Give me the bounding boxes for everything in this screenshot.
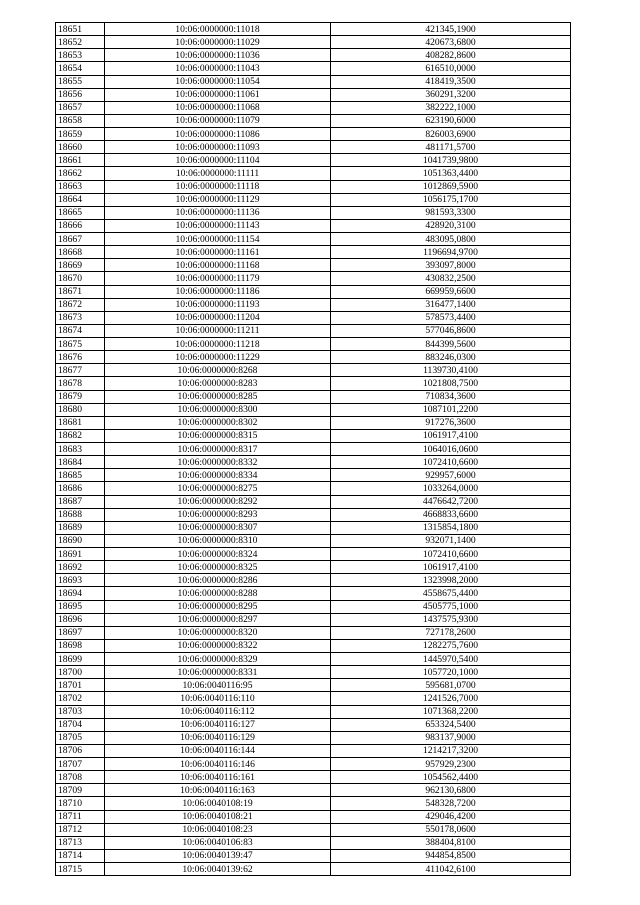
cadastral-value-cell: 1041739,9800 [331,154,571,167]
table-row [56,626,571,639]
row-number-cell: 18680 [56,403,105,416]
table-row [56,219,571,232]
cadastral-value-cell: 4668833,6600 [331,508,571,521]
cadastral-value-cell: 826003,6900 [331,128,571,141]
row-number-cell: 18659 [56,128,105,141]
row-number-cell: 18714 [56,849,105,862]
row-number-cell: 18699 [56,653,105,666]
row-number-cell: 18654 [56,62,105,75]
cadastral-number-cell: 10:06:0000000:11136 [105,206,331,219]
table-body [56,23,571,876]
table-row [56,561,571,574]
table-row [56,180,571,193]
row-number-cell: 18712 [56,823,105,836]
table-row [56,823,571,836]
cadastral-value-cell: 1196694,9700 [331,246,571,259]
cadastral-value-cell: 1139730,4100 [331,364,571,377]
row-number-cell: 18710 [56,797,105,810]
cadastral-value-cell: 595681,0700 [331,679,571,692]
cadastral-number-cell: 10:06:0000000:11061 [105,88,331,101]
cadastral-value-cell: 1054562,4400 [331,771,571,784]
table-row [56,62,571,75]
cadastral-number-cell: 10:06:0000000:8307 [105,521,331,534]
table-row [56,600,571,613]
cadastral-value-cell: 481171,5700 [331,141,571,154]
cadastral-number-cell: 10:06:0000000:8331 [105,666,331,679]
cadastral-number-cell: 10:06:0000000:11211 [105,324,331,337]
cadastral-number-cell: 10:06:0000000:8268 [105,364,331,377]
table-row [56,863,571,876]
row-number-cell: 18703 [56,705,105,718]
cadastral-value-cell: 429046,4200 [331,810,571,823]
cadastral-number-cell: 10:06:0040116:127 [105,718,331,731]
cadastral-number-cell: 10:06:0000000:11179 [105,272,331,285]
table-row [56,508,571,521]
table-row [56,49,571,62]
table-row [56,114,571,127]
row-number-cell: 18708 [56,771,105,784]
cadastral-value-cell: 1241526,7000 [331,692,571,705]
row-number-cell: 18711 [56,810,105,823]
cadastral-value-cell: 483095,0800 [331,233,571,246]
row-number-cell: 18675 [56,338,105,351]
cadastral-value-cell: 420673,6800 [331,36,571,49]
cadastral-value-cell: 1057720,1000 [331,666,571,679]
cadastral-value-cell: 316477,1400 [331,298,571,311]
row-number-cell: 18668 [56,246,105,259]
row-number-cell: 18706 [56,744,105,757]
cadastral-number-cell: 10:06:0000000:8293 [105,508,331,521]
row-number-cell: 18687 [56,495,105,508]
row-number-cell: 18672 [56,298,105,311]
cadastral-value-cell: 1214217,3200 [331,744,571,757]
table-row [56,285,571,298]
cadastral-value-cell: 421345,1900 [331,23,571,36]
cadastral-value-cell: 957929,2300 [331,758,571,771]
row-number-cell: 18661 [56,154,105,167]
row-number-cell: 18704 [56,718,105,731]
cadastral-number-cell: 10:06:0000000:11204 [105,311,331,324]
table-row [56,154,571,167]
cadastral-value-cell: 577046,8600 [331,324,571,337]
cadastral-number-cell: 10:06:0040116:112 [105,705,331,718]
cadastral-number-cell: 10:06:0000000:8295 [105,600,331,613]
table-row [56,482,571,495]
table-row [56,206,571,219]
cadastral-value-cell: 428920,3100 [331,219,571,232]
row-number-cell: 18693 [56,574,105,587]
cadastral-number-cell: 10:06:0000000:8329 [105,653,331,666]
cadastral-value-cell: 4558675,4400 [331,587,571,600]
cadastral-value-cell: 616510,0000 [331,62,571,75]
cadastral-value-cell: 382222,1000 [331,101,571,114]
row-number-cell: 18669 [56,259,105,272]
cadastral-number-cell: 10:06:0000000:8292 [105,495,331,508]
table-row [56,758,571,771]
cadastral-value-cell: 1033264,0000 [331,482,571,495]
table-row [56,193,571,206]
cadastral-number-cell: 10:06:0000000:8324 [105,548,331,561]
cadastral-value-cell: 1056175,1700 [331,193,571,206]
row-number-cell: 18705 [56,731,105,744]
cadastral-number-cell: 10:06:0000000:11229 [105,351,331,364]
cadastral-number-cell: 10:06:0000000:8334 [105,469,331,482]
cadastral-value-cell: 1323998,2000 [331,574,571,587]
row-number-cell: 18697 [56,626,105,639]
cadastral-value-cell: 653324,5400 [331,718,571,731]
cadastral-number-cell: 10:06:0000000:8310 [105,534,331,547]
cadastral-number-cell: 10:06:0000000:11193 [105,298,331,311]
cadastral-value-cell: 962130,6800 [331,784,571,797]
row-number-cell: 18651 [56,23,105,36]
row-number-cell: 18715 [56,863,105,876]
cadastral-number-cell: 10:06:0000000:11118 [105,180,331,193]
cadastral-number-cell: 10:06:0000000:8286 [105,574,331,587]
cadastral-value-cell: 1315854,1800 [331,521,571,534]
cadastral-number-cell: 10:06:0000000:11043 [105,62,331,75]
cadastral-number-cell: 10:06:0000000:8325 [105,561,331,574]
table-row [56,784,571,797]
cadastral-value-cell: 1051363,4400 [331,167,571,180]
cadastral-number-cell: 10:06:0000000:11154 [105,233,331,246]
cadastral-number-cell: 10:06:0040139:62 [105,863,331,876]
cadastral-number-cell: 10:06:0040116:146 [105,758,331,771]
row-number-cell: 18673 [56,311,105,324]
row-number-cell: 18713 [56,836,105,849]
row-number-cell: 18666 [56,219,105,232]
cadastral-number-cell: 10:06:0000000:11104 [105,154,331,167]
row-number-cell: 18678 [56,377,105,390]
row-number-cell: 18709 [56,784,105,797]
cadastral-value-cell: 1061917,4100 [331,561,571,574]
table-row [56,246,571,259]
cadastral-value-cell: 418419,3500 [331,75,571,88]
cadastral-value-cell: 981593,3300 [331,206,571,219]
cadastral-number-cell: 10:06:0000000:11129 [105,193,331,206]
row-number-cell: 18662 [56,167,105,180]
table-row [56,338,571,351]
table-row [56,429,571,442]
table-row [56,141,571,154]
cadastral-number-cell: 10:06:0000000:11143 [105,219,331,232]
cadastral-number-cell: 10:06:0040116:110 [105,692,331,705]
cadastral-value-cell: 1087101,2200 [331,403,571,416]
table-row [56,469,571,482]
row-number-cell: 18702 [56,692,105,705]
row-number-cell: 18698 [56,639,105,652]
cadastral-number-cell: 10:06:0000000:11018 [105,23,331,36]
cadastral-value-cell: 4505775,1000 [331,600,571,613]
table-row [56,495,571,508]
table-row [56,666,571,679]
cadastral-value-cell: 1021808,7500 [331,377,571,390]
row-number-cell: 18652 [56,36,105,49]
table-row [56,692,571,705]
row-number-cell: 18695 [56,600,105,613]
row-number-cell: 18688 [56,508,105,521]
cadastral-value-cell: 1445970,5400 [331,653,571,666]
cadastral-number-cell: 10:06:0040108:23 [105,823,331,836]
table-row [56,259,571,272]
cadastral-value-cell: 578573,4400 [331,311,571,324]
row-number-cell: 18685 [56,469,105,482]
row-number-cell: 18655 [56,75,105,88]
table-row [56,36,571,49]
table-row [56,653,571,666]
cadastral-number-cell: 10:06:0000000:8315 [105,429,331,442]
cadastral-number-cell: 10:06:0040116:144 [105,744,331,757]
cadastral-number-cell: 10:06:0000000:11093 [105,141,331,154]
table-row [56,364,571,377]
table-row [56,351,571,364]
cadastral-value-cell: 548328,7200 [331,797,571,810]
cadastral-value-cell: 393097,8000 [331,259,571,272]
cadastral-value-cell: 1064016,0600 [331,443,571,456]
cadastral-number-cell: 10:06:0000000:11168 [105,259,331,272]
table-row [56,744,571,757]
table-row [56,298,571,311]
cadastral-number-cell: 10:06:0000000:8302 [105,416,331,429]
row-number-cell: 18665 [56,206,105,219]
table-row [56,731,571,744]
table-row [56,810,571,823]
cadastral-value-cell: 944854,8500 [331,849,571,862]
cadastral-number-cell: 10:06:0040106:83 [105,836,331,849]
row-number-cell: 18679 [56,390,105,403]
row-number-cell: 18663 [56,180,105,193]
cadastral-value-cell: 929957,6000 [331,469,571,482]
table-row [56,272,571,285]
table-row [56,836,571,849]
cadastral-number-cell: 10:06:0000000:11079 [105,114,331,127]
row-number-cell: 18671 [56,285,105,298]
row-number-cell: 18694 [56,587,105,600]
cadastral-value-cell: 623190,6000 [331,114,571,127]
cadastral-number-cell: 10:06:0000000:8332 [105,456,331,469]
row-number-cell: 18701 [56,679,105,692]
table-row [56,587,571,600]
table-row [56,705,571,718]
cadastral-number-cell: 10:06:0000000:8320 [105,626,331,639]
row-number-cell: 18690 [56,534,105,547]
table-row [56,128,571,141]
row-number-cell: 18658 [56,114,105,127]
cadastral-number-cell: 10:06:0000000:8300 [105,403,331,416]
table-row [56,324,571,337]
table-row [56,771,571,784]
table-row [56,75,571,88]
cadastral-value-cell: 4476642,7200 [331,495,571,508]
cadastral-value-cell: 727178,2600 [331,626,571,639]
cadastral-value-cell: 932071,1400 [331,534,571,547]
cadastral-value-cell: 1072410,6600 [331,548,571,561]
row-number-cell: 18681 [56,416,105,429]
cadastral-number-cell: 10:06:0040139:47 [105,849,331,862]
cadastral-number-cell: 10:06:0000000:11068 [105,101,331,114]
cadastral-number-cell: 10:06:0000000:11054 [105,75,331,88]
cadastral-number-cell: 10:06:0000000:11161 [105,246,331,259]
row-number-cell: 18656 [56,88,105,101]
cadastral-number-cell: 10:06:0000000:8285 [105,390,331,403]
row-number-cell: 18691 [56,548,105,561]
table-row [56,23,571,36]
table-row [56,233,571,246]
table-row [56,849,571,862]
row-number-cell: 18664 [56,193,105,206]
cadastral-number-cell: 10:06:0040116:129 [105,731,331,744]
cadastral-value-table [55,22,571,876]
cadastral-number-cell: 10:06:0040108:19 [105,797,331,810]
table-row [56,390,571,403]
table-row [56,574,571,587]
cadastral-number-cell: 10:06:0040108:21 [105,810,331,823]
cadastral-number-cell: 10:06:0000000:11111 [105,167,331,180]
table-row [56,377,571,390]
cadastral-value-cell: 1012869,5900 [331,180,571,193]
table-row [56,403,571,416]
cadastral-value-cell: 388404,8100 [331,836,571,849]
row-number-cell: 18700 [56,666,105,679]
row-number-cell: 18670 [56,272,105,285]
table-row [56,101,571,114]
row-number-cell: 18667 [56,233,105,246]
table-row [56,456,571,469]
cadastral-value-cell: 1061917,4100 [331,429,571,442]
cadastral-number-cell: 10:06:0000000:11218 [105,338,331,351]
table-row [56,534,571,547]
cadastral-number-cell: 10:06:0040116:161 [105,771,331,784]
cadastral-value-cell: 710834,3600 [331,390,571,403]
row-number-cell: 18657 [56,101,105,114]
row-number-cell: 18677 [56,364,105,377]
cadastral-number-cell: 10:06:0000000:11036 [105,49,331,62]
cadastral-number-cell: 10:06:0040116:95 [105,679,331,692]
cadastral-value-cell: 1072410,6600 [331,456,571,469]
cadastral-number-cell: 10:06:0040116:163 [105,784,331,797]
table-row [56,521,571,534]
cadastral-value-cell: 983137,9000 [331,731,571,744]
table-row [56,443,571,456]
cadastral-number-cell: 10:06:0000000:8283 [105,377,331,390]
cadastral-value-cell: 411042,6100 [331,863,571,876]
row-number-cell: 18682 [56,429,105,442]
cadastral-number-cell: 10:06:0000000:8322 [105,639,331,652]
cadastral-value-cell: 917276,3600 [331,416,571,429]
cadastral-number-cell: 10:06:0000000:11029 [105,36,331,49]
cadastral-value-cell: 360291,3200 [331,88,571,101]
row-number-cell: 18653 [56,49,105,62]
table-row [56,416,571,429]
table-row [56,639,571,652]
cadastral-value-cell: 1071368,2200 [331,705,571,718]
table-row [56,679,571,692]
table-row [56,167,571,180]
cadastral-number-cell: 10:06:0000000:8288 [105,587,331,600]
cadastral-value-cell: 408282,8600 [331,49,571,62]
row-number-cell: 18676 [56,351,105,364]
table-row [56,797,571,810]
cadastral-value-cell: 1282275,7600 [331,639,571,652]
row-number-cell: 18686 [56,482,105,495]
table-row [56,311,571,324]
row-number-cell: 18683 [56,443,105,456]
cadastral-value-cell: 1437575,9300 [331,613,571,626]
cadastral-value-cell: 883246,0300 [331,351,571,364]
row-number-cell: 18707 [56,758,105,771]
cadastral-number-cell: 10:06:0000000:11186 [105,285,331,298]
row-number-cell: 18689 [56,521,105,534]
row-number-cell: 18696 [56,613,105,626]
table-row [56,718,571,731]
cadastral-number-cell: 10:06:0000000:8317 [105,443,331,456]
cadastral-value-cell: 669959,6600 [331,285,571,298]
row-number-cell: 18692 [56,561,105,574]
cadastral-value-cell: 430832,2500 [331,272,571,285]
cadastral-number-cell: 10:06:0000000:11086 [105,128,331,141]
cadastral-number-cell: 10:06:0000000:8275 [105,482,331,495]
table-row [56,548,571,561]
cadastral-number-cell: 10:06:0000000:8297 [105,613,331,626]
row-number-cell: 18684 [56,456,105,469]
cadastral-value-cell: 844399,5600 [331,338,571,351]
table-row [56,88,571,101]
row-number-cell: 18660 [56,141,105,154]
cadastral-value-cell: 550178,0600 [331,823,571,836]
table-row [56,613,571,626]
row-number-cell: 18674 [56,324,105,337]
